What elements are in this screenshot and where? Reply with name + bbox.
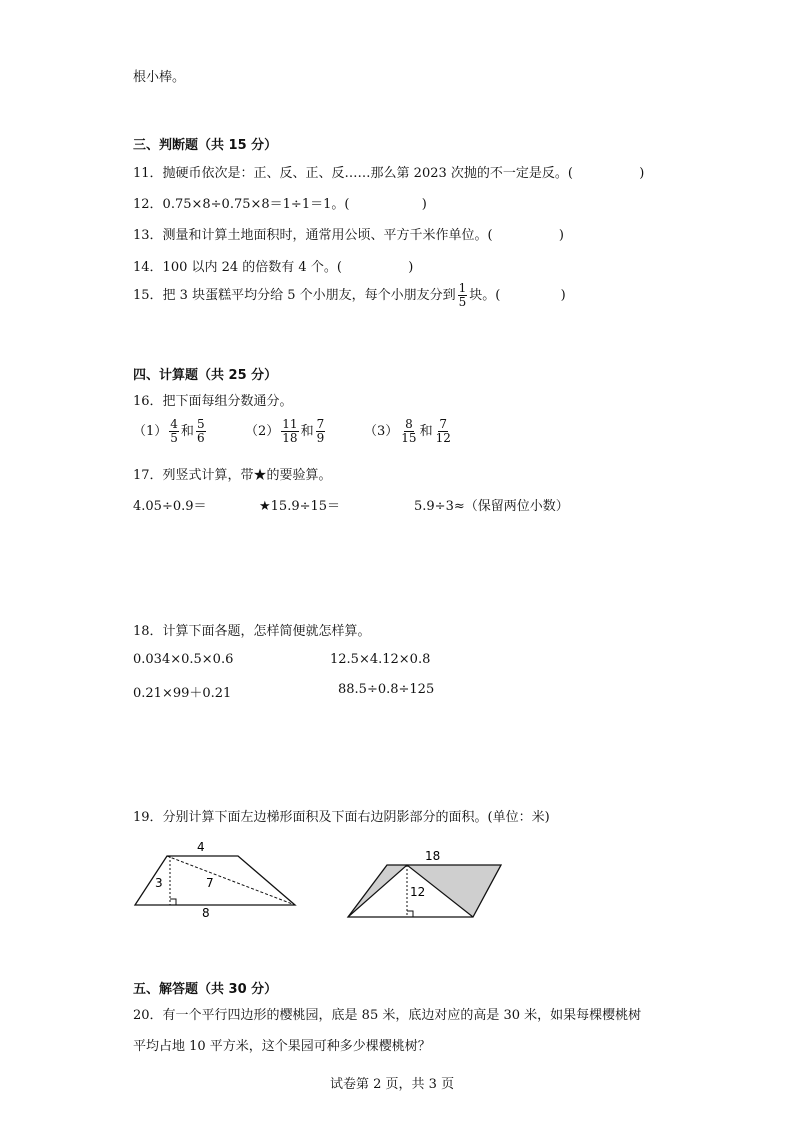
question-18: 18．计算下面各题，怎样简便就怎样算。 bbox=[133, 624, 371, 639]
question-15-text: 15．把 3 块蛋糕平均分给 5 个小朋友，每个小朋友分到 bbox=[133, 288, 456, 303]
question-11-answer-bracket[interactable]: ) bbox=[639, 166, 645, 181]
continued-text: 根小棒。 bbox=[133, 70, 186, 85]
calc-item: 0.21×99＋0.21 bbox=[133, 686, 232, 701]
question-13-answer-bracket[interactable]: ) bbox=[558, 228, 564, 243]
fraction-group-3: （3） $\frac{8}{15}$ 和 $\frac{7}{12}$ bbox=[364, 417, 451, 445]
trapezoid-diagonal bbox=[167, 856, 295, 905]
fraction-group-1: （1） $\frac{4}{5}$ 和 $\frac{5}{6}$ bbox=[133, 417, 205, 445]
question-11-text: 11．抛硬币依次是：正、反、正、反……那么第 2023 次抛的不一定是反。( bbox=[133, 166, 573, 181]
calc-item: ★15.9÷15＝ bbox=[259, 499, 341, 514]
page-footer: 试卷第 2 页，共 3 页 bbox=[330, 1077, 455, 1092]
trapezoid-bottom-label: 8 bbox=[202, 906, 210, 918]
question-13 bbox=[133, 224, 564, 243]
question-14-answer-bracket[interactable]: ) bbox=[408, 260, 414, 275]
right-angle-mark bbox=[170, 899, 176, 905]
parallelogram-figure bbox=[343, 842, 515, 922]
question-16: 16．把下面每组分数通分。 bbox=[133, 394, 293, 409]
calc-item: 88.5÷0.8÷125 bbox=[338, 682, 435, 697]
section-3-title: 三、判断题（共 15 分） bbox=[133, 138, 278, 153]
calc-item: 0.034×0.5×0.6 bbox=[133, 652, 234, 667]
calc-item: 5.9÷3≈（保留两位小数） bbox=[414, 499, 569, 514]
question-20-line-2: 平均占地 10 平方米，这个果园可种多少棵樱桃树？ bbox=[133, 1039, 431, 1054]
question-14-text: 14．100 以内 24 的倍数有 4 个。( bbox=[133, 260, 342, 275]
fraction: $\frac{5}{6}$ bbox=[196, 417, 205, 445]
fraction: $\frac{11}{18}$ bbox=[282, 417, 298, 445]
question-15-text-end: 块。( bbox=[469, 288, 501, 303]
fraction: $\frac{4}{5}$ bbox=[170, 417, 178, 445]
fraction-group-2: （2） $\frac{11}{18}$ 和 $\frac{7}{9}$ bbox=[245, 417, 325, 445]
trapezoid-top-label: 4 bbox=[197, 840, 205, 854]
section-4-title: 四、计算题（共 25 分） bbox=[133, 368, 278, 383]
section-5-title: 五、解答题（共 30 分） bbox=[133, 982, 278, 997]
parallelogram-height-label: 12 bbox=[410, 885, 426, 899]
fraction: $\frac{7}{9}$ bbox=[316, 417, 325, 445]
question-14 bbox=[133, 256, 413, 275]
fraction: $\frac{1}{5}$ bbox=[458, 281, 467, 309]
calc-item: 4.05÷0.9＝ bbox=[133, 499, 207, 514]
question-15 bbox=[133, 282, 566, 309]
trapezoid-height-label: 3 bbox=[155, 876, 163, 890]
question-19: 19．分别计算下面左边梯形面积及下面右边阴影部分的面积。(单位：米) bbox=[133, 810, 550, 825]
question-11 bbox=[133, 162, 644, 181]
question-15-answer-bracket[interactable]: ) bbox=[560, 288, 566, 303]
question-17: 17．列竖式计算，带★的要验算。 bbox=[133, 468, 332, 483]
trapezoid-figure bbox=[130, 838, 305, 918]
right-angle-mark bbox=[407, 911, 413, 917]
question-13-text: 13．测量和计算土地面积时，通常用公顷、平方千米作单位。( bbox=[133, 228, 493, 243]
fraction: $\frac{8}{15}$ bbox=[401, 417, 417, 445]
question-12-answer-bracket[interactable]: ) bbox=[421, 197, 427, 212]
question-20-line-1: 20．有一个平行四边形的樱桃园，底是 85 米，底边对应的高是 30 米，如果每棵樱桃树 bbox=[133, 1008, 642, 1023]
parallelogram-top-label: 18 bbox=[425, 849, 441, 863]
question-12-text: 12．0.75×8÷0.75×8＝1÷1＝1。( bbox=[133, 197, 350, 212]
trapezoid-diagonal-label: 7 bbox=[206, 876, 214, 890]
fraction: $\frac{7}{12}$ bbox=[435, 417, 451, 445]
question-12 bbox=[133, 193, 427, 212]
calc-item: 12.5×4.12×0.8 bbox=[330, 652, 431, 667]
